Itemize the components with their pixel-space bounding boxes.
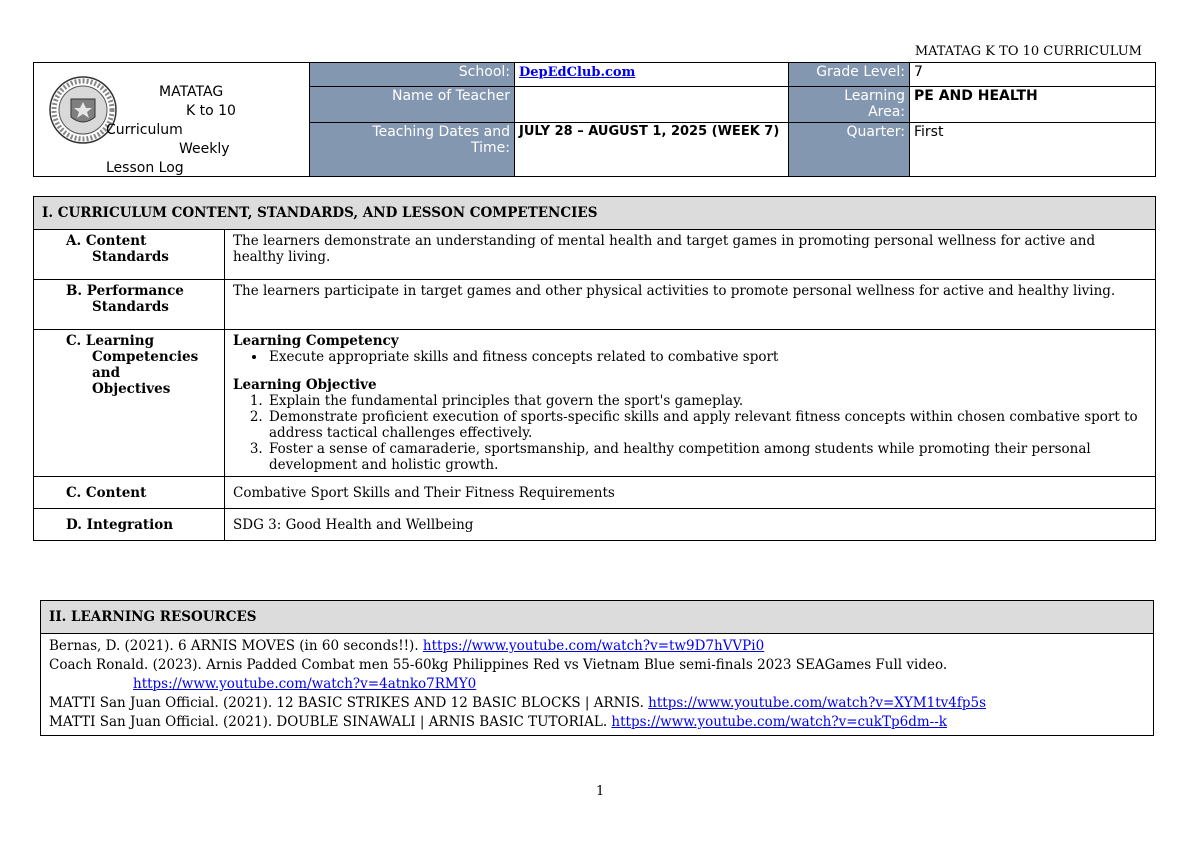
teacher-value (515, 87, 789, 123)
logo-title-cell (34, 63, 310, 177)
quarter-value: First (910, 123, 1156, 177)
performance-standards-label-line1: B. Performance (66, 283, 184, 299)
reference-text: Coach Ronald. (2023). Arnis Padded Combat men 55-60kg Philippines Red vs Vietnam Blue semi-finals 2023 SEAGames Full video. (49, 657, 948, 673)
page-number: 1 (596, 784, 605, 799)
competency-item: • Execute appropriate skills and fitness concepts related to combative sport (267, 349, 1147, 365)
quarter-label: Quarter: (789, 123, 910, 177)
learning-area-value: PE AND HEALTH (910, 87, 1156, 123)
title-line-1: MATATAG (159, 84, 224, 100)
competencies-label-line2: Competencies (92, 349, 199, 365)
section2-heading: II. LEARNING RESOURCES (41, 601, 1154, 634)
teaching-dates-label-line1: Teaching Dates and (372, 124, 510, 140)
reference-item (49, 656, 1145, 675)
title-line-5: Lesson Log (106, 160, 184, 176)
learning-competencies-cell (225, 330, 1156, 477)
content-standards-label-line2: Standards (92, 249, 169, 265)
content-label-text: C. Content (66, 484, 147, 501)
teacher-label: Name of Teacher (310, 87, 515, 123)
integration-label (34, 509, 225, 541)
reference-item (49, 637, 1145, 656)
reference-item (49, 694, 1145, 713)
content-standards-label (34, 230, 225, 280)
teaching-dates-label-line2: Time: (471, 140, 510, 156)
references-cell (41, 634, 1154, 736)
reference-text: Bernas, D. (2021). 6 ARNIS MOVES (in 60 seconds!!). (49, 638, 423, 654)
curriculum-content-table (33, 196, 1156, 541)
grade-label: Grade Level: (789, 63, 910, 87)
reference-item-link-line (49, 675, 1145, 694)
objective-item: 1. Explain the fundamental principles that govern the sport's gameplay. (267, 393, 1147, 409)
objective-list (233, 393, 1147, 473)
section1-heading: I. CURRICULUM CONTENT, STANDARDS, AND LESSON COMPETENCIES (34, 197, 1156, 230)
content-label (34, 477, 225, 509)
competency-title: Learning Competency (233, 333, 399, 349)
school-label: School: (310, 63, 515, 87)
school-value-cell (515, 63, 789, 87)
curriculum-header: MATATAG K TO 10 CURRICULUM (914, 44, 1142, 59)
integration-text: SDG 3: Good Health and Wellbeing (225, 509, 1156, 541)
objective-item: 2. Demonstrate proficient execution of sports-specific skills and apply relevant fitness concepts within chosen combative sport to address tactical challenges effectively. (267, 409, 1147, 441)
content-standards-text: The learners demonstrate an understanding of mental health and target games in promoting personal wellness for active and healthy living. (225, 230, 1156, 280)
lesson-log-header-table (33, 62, 1156, 177)
content-text: Combative Sport Skills and Their Fitness Requirements (225, 477, 1156, 509)
objective-title: Learning Objective (233, 377, 377, 393)
title-line-2: K to 10 (186, 103, 236, 119)
reference-item (49, 713, 1145, 732)
competencies-label-line3: and (92, 365, 121, 381)
competencies-label-line1: C. Learning (66, 333, 155, 349)
teaching-dates-value: JULY 28 – AUGUST 1, 2025 (WEEK 7) (515, 123, 789, 177)
reference-link[interactable]: https://www.youtube.com/watch?v=cukTp6dm--k (611, 714, 947, 730)
objective-item: 3. Foster a sense of camaraderie, sportsmanship, and healthy competition among students while promoting their personal development and holistic growth. (267, 441, 1147, 473)
performance-standards-text: The learners participate in target games and other physical activities to promote personal wellness for active and healthy living. (225, 280, 1156, 330)
title-line-4: Weekly (179, 141, 230, 157)
reference-link[interactable]: https://www.youtube.com/watch?v=4atnko7RMY0 (133, 676, 477, 692)
competencies-label-line4: Objectives (92, 381, 171, 397)
title-line-3: Curriculum (106, 122, 183, 138)
reference-link[interactable]: https://www.youtube.com/watch?v=XYM1tv4fp5s (648, 695, 987, 711)
integration-label-text: D. Integration (66, 516, 174, 533)
content-standards-label-line1: A. Content (66, 233, 147, 249)
learning-competencies-label (34, 330, 225, 477)
competency-list (233, 349, 1147, 365)
school-link[interactable]: DepEdClub.com (519, 65, 636, 80)
reference-text: MATTI San Juan Official. (2021). 12 BASIC STRIKES AND 12 BASIC BLOCKS | ARNIS. (49, 695, 649, 711)
learning-area-label (789, 87, 910, 123)
grade-value: 7 (910, 63, 1156, 87)
learning-resources-table (40, 600, 1154, 736)
teaching-dates-label (310, 123, 515, 177)
performance-standards-label-line2: Standards (92, 299, 169, 315)
reference-text: MATTI San Juan Official. (2021). DOUBLE SINAWALI | ARNIS BASIC TUTORIAL. (49, 714, 612, 730)
reference-link[interactable]: https://www.youtube.com/watch?v=tw9D7hVVPi0 (422, 638, 765, 654)
learning-area-label-line1: Learning (844, 88, 905, 104)
performance-standards-label (34, 280, 225, 330)
learning-area-label-line2: Area: (868, 104, 905, 120)
